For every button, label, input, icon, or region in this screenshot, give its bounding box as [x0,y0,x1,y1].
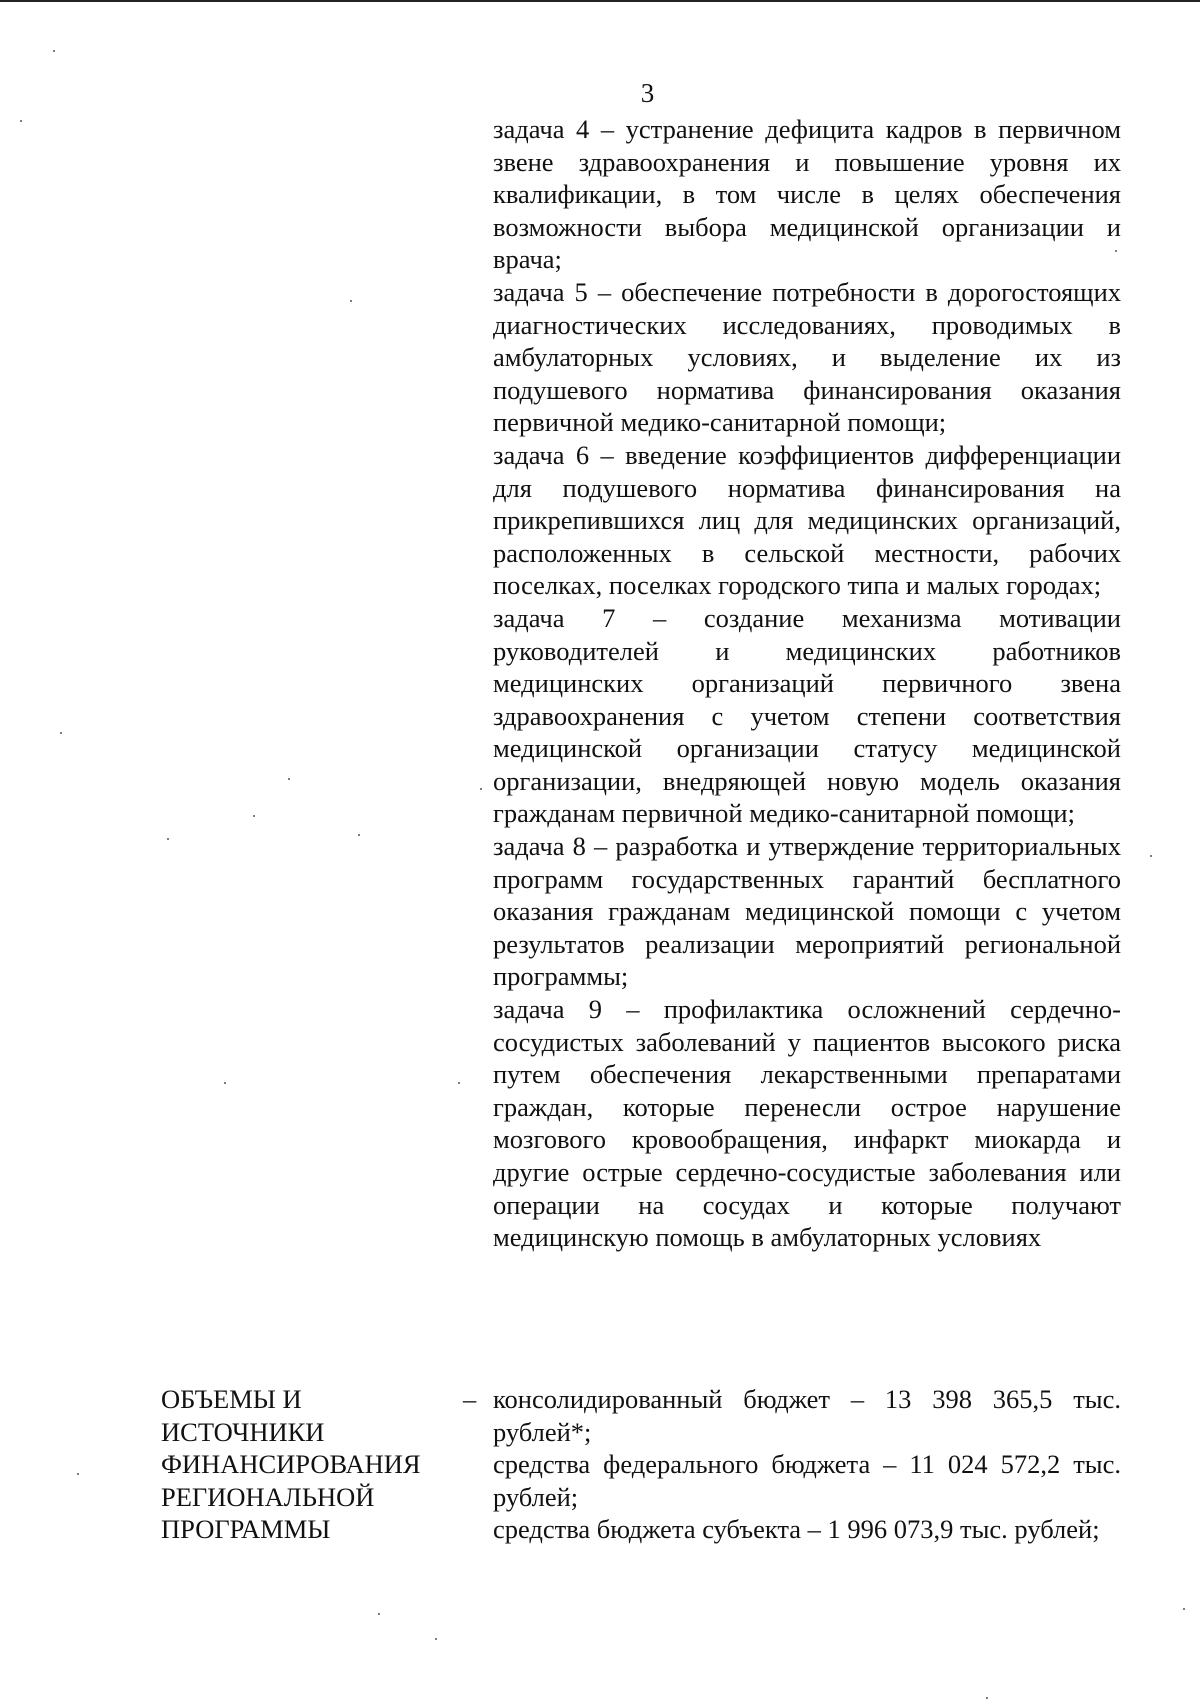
funding-item-federal: средства федерального бюджета – 11 024 572,2 тыс. рублей; [493,1449,1121,1512]
scan-speck [1150,855,1152,857]
scan-speck [53,50,55,52]
task-item-9: задача 9 – профилактика осложнений сердечно-сосудистых заболеваний у пациентов высокого риска путем обеспечения лекарственными препаратами граждан, которые перенесли острое нарушение мозгового кровообращения, инфаркт миокарда и другие острые сердечно-сосудистые заболевания или операции на сосудах и которые получают медицинскую помощь в амбулаторных условиях [493,994,1121,1253]
scan-speck [288,778,290,780]
scan-speck [253,815,255,817]
funding-section [0,1383,1200,1563]
scan-speck [480,788,482,790]
funding-heading-line: РЕГИОНАЛЬНОЙ [161,1481,375,1512]
scan-speck [167,838,169,840]
scan-speck [435,1638,437,1640]
task-item-7: задача 7 – создание механизма мотивации руководителей и медицинских работников медицинских организаций первичного звена здравоохранения с учетом степени соответствия медицинской организации статусу медицинской организации, внедряющей новую модель оказания гражданам первичной медико-санитарной помощи; [493,602,1121,829]
scan-speck [1183,1608,1185,1610]
tasks-list [493,113,1121,1254]
scan-speck [458,1082,460,1084]
scan-speck [77,1473,79,1475]
scan-speck [986,1697,988,1699]
task-item-8: задача 8 – разработка и утверждение территориальных программ государственных гарантий бесплатного оказания гражданам медицинской помощи с учетом результатов реализации мероприятий региональной программы; [493,831,1121,992]
funding-item-subject: средства бюджета субъекта – 1 996 073,9 тыс. рублей; [493,1514,1100,1545]
scan-speck [1115,250,1117,252]
scan-speck [378,1613,380,1615]
page-number: 3 [640,78,655,108]
scan-speck [224,1082,226,1084]
scan-speck [358,834,360,836]
task-item-5: задача 5 – обеспечение потребности в дорогостоящих диагностических исследованиях, проводимых в амбулаторных условиях, и выделение их из подушевого норматива финансирования оказания первичной медико-санитарной помощи; [493,276,1121,438]
funding-heading [161,1383,461,1546]
funding-item-consolidated: консолидированный бюджет – 13 398 365,5 тыс. рублей*; [493,1384,1121,1447]
funding-heading-line: ОБЪЕМЫ И [161,1384,302,1414]
task-item-4: задача 4 – устранение дефицита кадров в первичном звене здравоохранения и повышение уровня их квалификации, в том числе в целях обеспечения возможности выбора медицинской организации и врача; [493,114,1121,275]
scan-speck [20,120,22,122]
scan-speck [60,732,62,734]
scan-speck [350,300,352,302]
top-border-line [0,0,1200,2]
funding-heading-line: ФИНАНСИРОВАНИЯ [161,1449,421,1480]
funding-heading-line: ПРОГРАММЫ [161,1514,331,1545]
task-item-6: задача 6 – введение коэффициентов дифференциации для подушевого норматива финансирования на прикрепившихся лиц для медицинских организаций, расположенных в сельской местности, рабочих поселках, поселках городского типа и малых городах; [493,439,1121,601]
funding-heading-line: ИСТОЧНИКИ [161,1416,325,1447]
funding-list [493,1383,1121,1546]
funding-dash: – [463,1384,477,1414]
